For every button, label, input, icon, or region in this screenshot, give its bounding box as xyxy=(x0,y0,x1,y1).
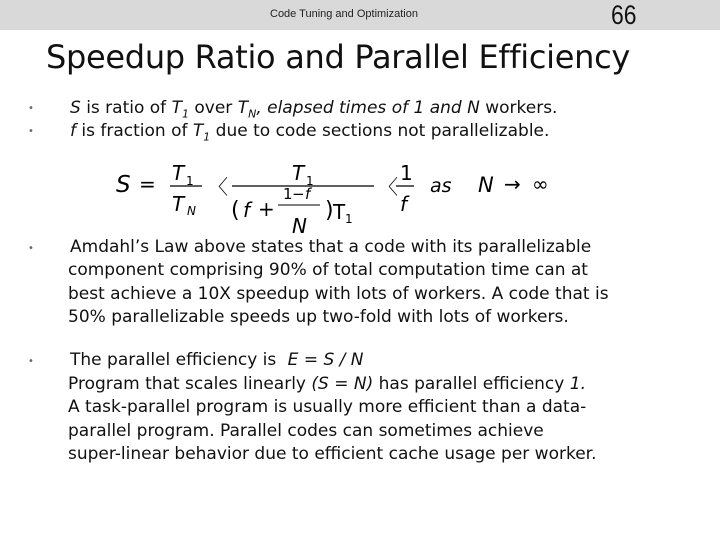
page-number: 66 xyxy=(611,0,637,30)
formula-N-subscript: N xyxy=(187,204,196,218)
formula-S: S xyxy=(116,172,131,198)
paragraph-line: 50% parallelizable speeds up two-fold with lots of workers. xyxy=(68,307,569,327)
formula-f-denominator: f xyxy=(400,192,408,216)
slide-title: Speedup Ratio and Parallel Efficiency xyxy=(46,38,631,76)
paragraph-line: Amdahl’s Law above states that a code with its parallelizable xyxy=(70,237,592,257)
bullet-speedup-definition: S is ratio of $T_1$ over $T_N$, elapsed times of 1 and N workers. xyxy=(70,98,558,121)
formula-TN-denominator: T xyxy=(172,192,185,216)
paragraph-line: best achieve a 10X speedup with lots of workers. A code that is xyxy=(68,284,609,304)
formula-one: 1 xyxy=(283,185,293,203)
formula-f-inner: f xyxy=(305,185,311,203)
formula-plus: + xyxy=(258,197,275,221)
formula-T1-subscript-2: 1 xyxy=(306,174,314,188)
formula-T1-numerator-2: T xyxy=(292,161,305,185)
formula-less-than-2: 〈 xyxy=(378,175,398,199)
header-subtitle: Code Tuning and Optimization xyxy=(270,8,418,20)
formula-T-denominator: T xyxy=(333,200,346,224)
paragraph-line: Program that scales linearly (S = N) has parallel efficiency 1. xyxy=(68,374,586,394)
paragraph-line: super-linear behavior due to efficient cache usage per worker. xyxy=(68,444,597,464)
bullet-marker: • xyxy=(28,103,34,114)
paragraph-line: A task-parallel program is usually more efficient than a data- xyxy=(68,397,587,417)
paragraph-line: component comprising 90% of total computation time can at xyxy=(68,260,588,280)
formula-N-inner: N xyxy=(292,214,307,238)
paragraph-line: parallel program. Parallel codes can sometimes achieve xyxy=(68,421,544,441)
header-bar xyxy=(0,0,720,30)
formula-as: as xyxy=(430,175,452,197)
bullet-marker: • xyxy=(28,126,34,137)
formula-left-paren: ( xyxy=(231,198,240,223)
amdahl-formula xyxy=(112,153,572,238)
formula-T-denominator-sub: 1 xyxy=(345,212,353,226)
formula-right-paren: ) xyxy=(325,198,334,223)
formula-less-than: 〈 xyxy=(208,175,228,199)
formula-T1-subscript: 1 xyxy=(186,174,194,188)
formula-T1-numerator: T xyxy=(172,161,185,185)
formula-minus: − xyxy=(292,185,305,203)
formula-one-numerator: 1 xyxy=(400,161,413,185)
formula-f: f xyxy=(243,198,251,222)
bullet-fraction-definition: f is fraction of $T_1$ due to code sections not parallelizable. xyxy=(70,121,550,144)
formula-equals: = xyxy=(139,172,156,196)
formula-infinity: ∞ xyxy=(532,172,549,196)
formula-arrow: → xyxy=(504,172,521,196)
bullet-marker: • xyxy=(28,243,34,254)
bullet-marker: • xyxy=(28,356,34,367)
paragraph-line: The parallel efficiency is E = S / N xyxy=(70,350,364,370)
formula-N-limit: N xyxy=(478,173,494,197)
